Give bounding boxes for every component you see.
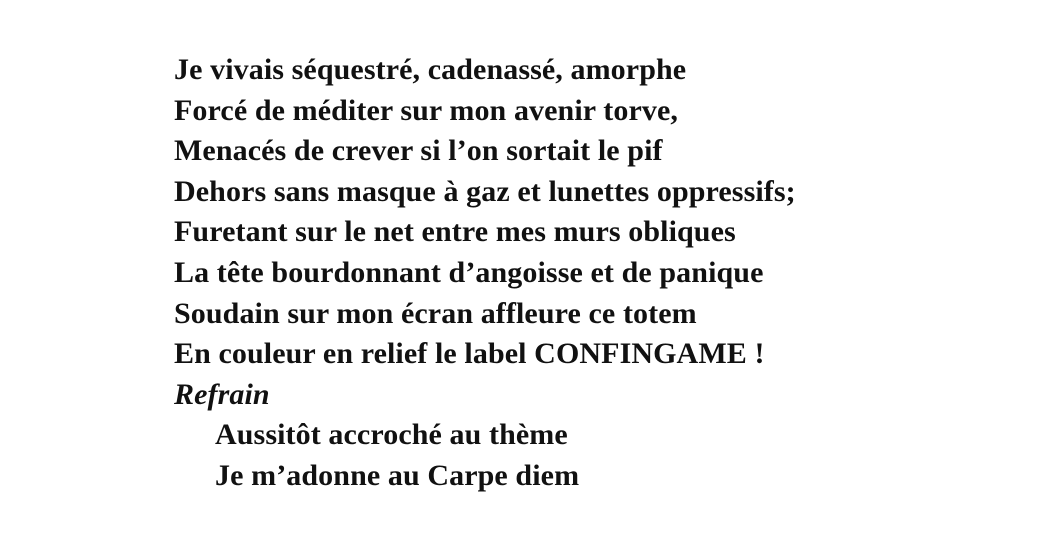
poem-line: Menacés de crever si l’on sortait le pif (174, 134, 663, 168)
poem-line: Forcé de méditer sur mon avenir torve, (174, 93, 678, 127)
poem-text (174, 50, 796, 497)
refrain-line: Je m’adonne au Carpe diem (215, 458, 580, 492)
poem-line: Furetant sur le net entre mes murs obliques (174, 215, 736, 249)
poem-line: La tête bourdonnant d’angoisse et de panique (174, 255, 764, 289)
refrain-line: Aussitôt accroché au thème (215, 418, 568, 452)
poem-line: Je vivais séquestré, cadenassé, amorphe (174, 53, 687, 86)
refrain-label: Refrain (174, 377, 270, 411)
poem-line: En couleur en relief le label CONFINGAME ! (174, 337, 765, 371)
poem-line: Dehors sans masque à gaz et lunettes oppressifs; (174, 174, 796, 208)
poem-line: Soudain sur mon écran affleure ce totem (174, 296, 697, 330)
